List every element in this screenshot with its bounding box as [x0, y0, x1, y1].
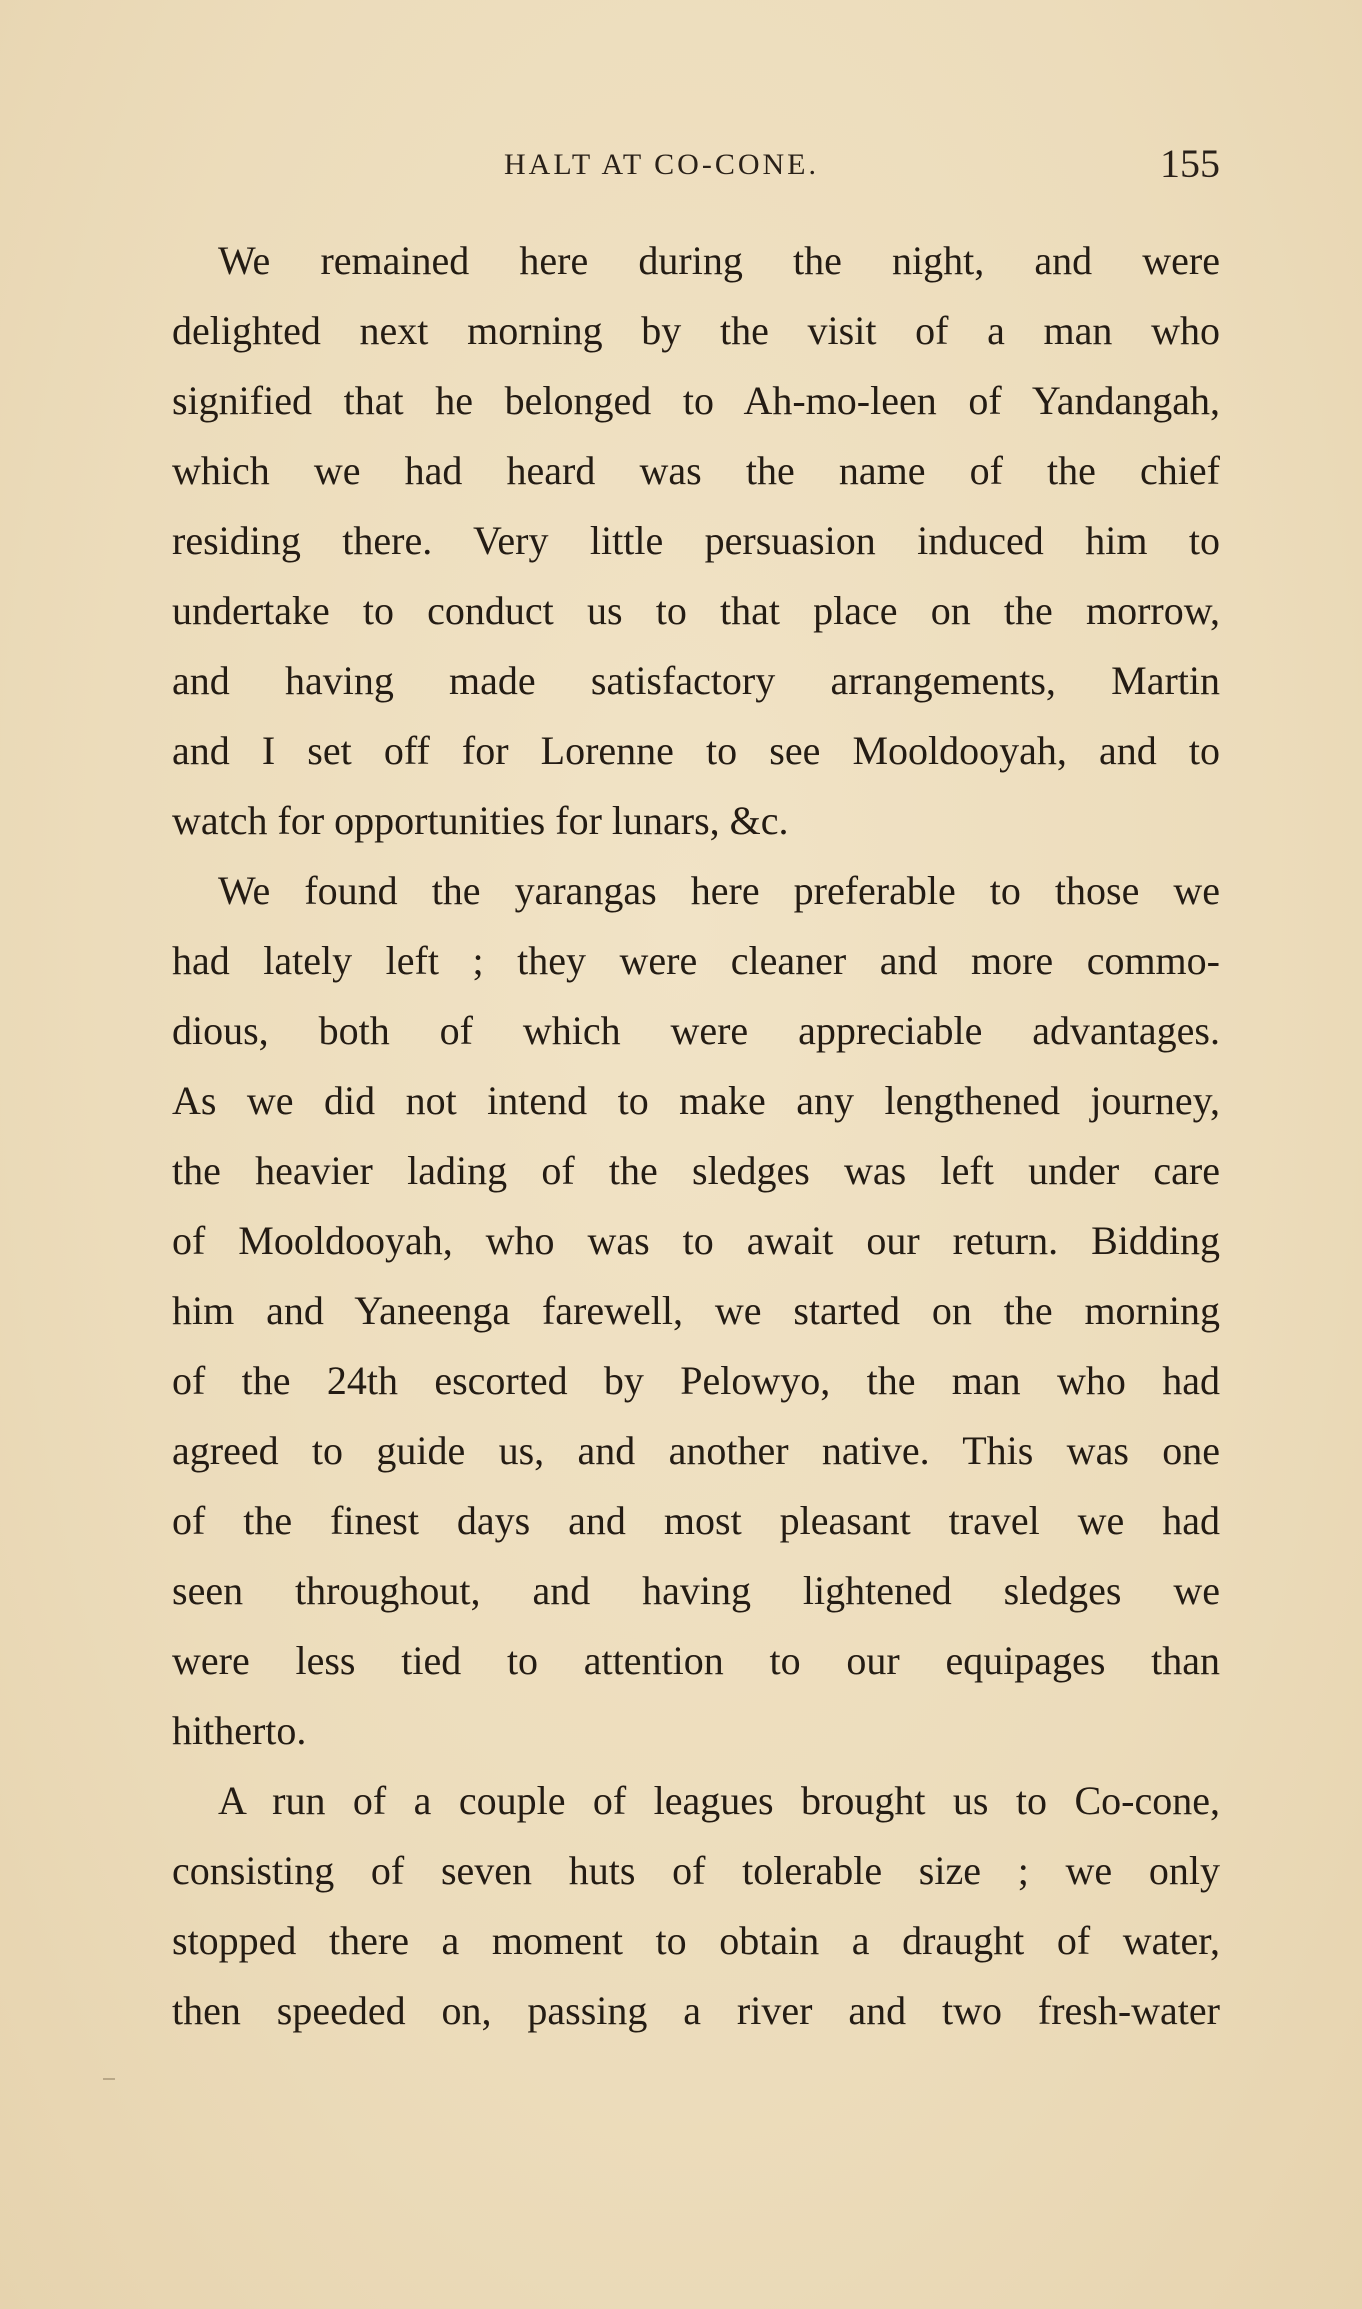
text-line: undertake to conduct us to that place on the morrow,	[172, 588, 1220, 633]
text-line: watch for opportunities for lunars, &c.	[172, 798, 789, 843]
text-line: were less tied to attention to our equipages than	[172, 1638, 1220, 1683]
text-line: had lately left ; they were cleaner and more commo-	[172, 938, 1220, 983]
text-line: As we did not intend to make any lengthened journey,	[172, 1078, 1220, 1123]
text-line: residing there. Very little persuasion induced him to	[172, 518, 1220, 563]
text-line: of the finest days and most pleasant travel we had	[172, 1498, 1220, 1543]
text-line: We found the yarangas here preferable to those we	[218, 868, 1220, 913]
text-line: hitherto.	[172, 1708, 307, 1753]
running-head: HALT AT CO-CONE.	[504, 148, 819, 181]
text-line: agreed to guide us, and another native. This was one	[172, 1428, 1220, 1473]
text-line: and I set off for Lorenne to see Mooldooyah, and to	[172, 728, 1220, 773]
text-line: signified that he belonged to Ah-mo-leen of Yandangah,	[172, 378, 1220, 423]
text-line: delighted next morning by the visit of a man who	[172, 308, 1220, 353]
text-line: him and Yaneenga farewell, we started on the morning	[172, 1288, 1220, 1333]
page-number: 155	[1160, 141, 1220, 186]
page-header	[170, 140, 1220, 200]
text-line: then speeded on, passing a river and two fresh-water	[172, 1988, 1220, 2033]
text-line: A run of a couple of leagues brought us to Co-cone,	[218, 1778, 1220, 1823]
body-text	[172, 226, 1220, 2046]
margin-mark	[103, 2078, 115, 2080]
text-line: seen throughout, and having lightened sledges we	[172, 1568, 1220, 1613]
text-line: stopped there a moment to obtain a draught of water,	[172, 1918, 1220, 1963]
text-line: which we had heard was the name of the chief	[172, 448, 1220, 493]
text-line: and having made satisfactory arrangements, Martin	[172, 658, 1220, 703]
text-line: consisting of seven huts of tolerable size ; we only	[172, 1848, 1220, 1893]
text-line: of the 24th escorted by Pelowyo, the man who had	[172, 1358, 1220, 1403]
text-line: the heavier lading of the sledges was left under care	[172, 1148, 1220, 1193]
text-line: We remained here during the night, and were	[218, 238, 1220, 283]
text-line: dious, both of which were appreciable advantages.	[172, 1008, 1220, 1053]
text-line: of Mooldooyah, who was to await our return. Bidding	[172, 1218, 1220, 1263]
